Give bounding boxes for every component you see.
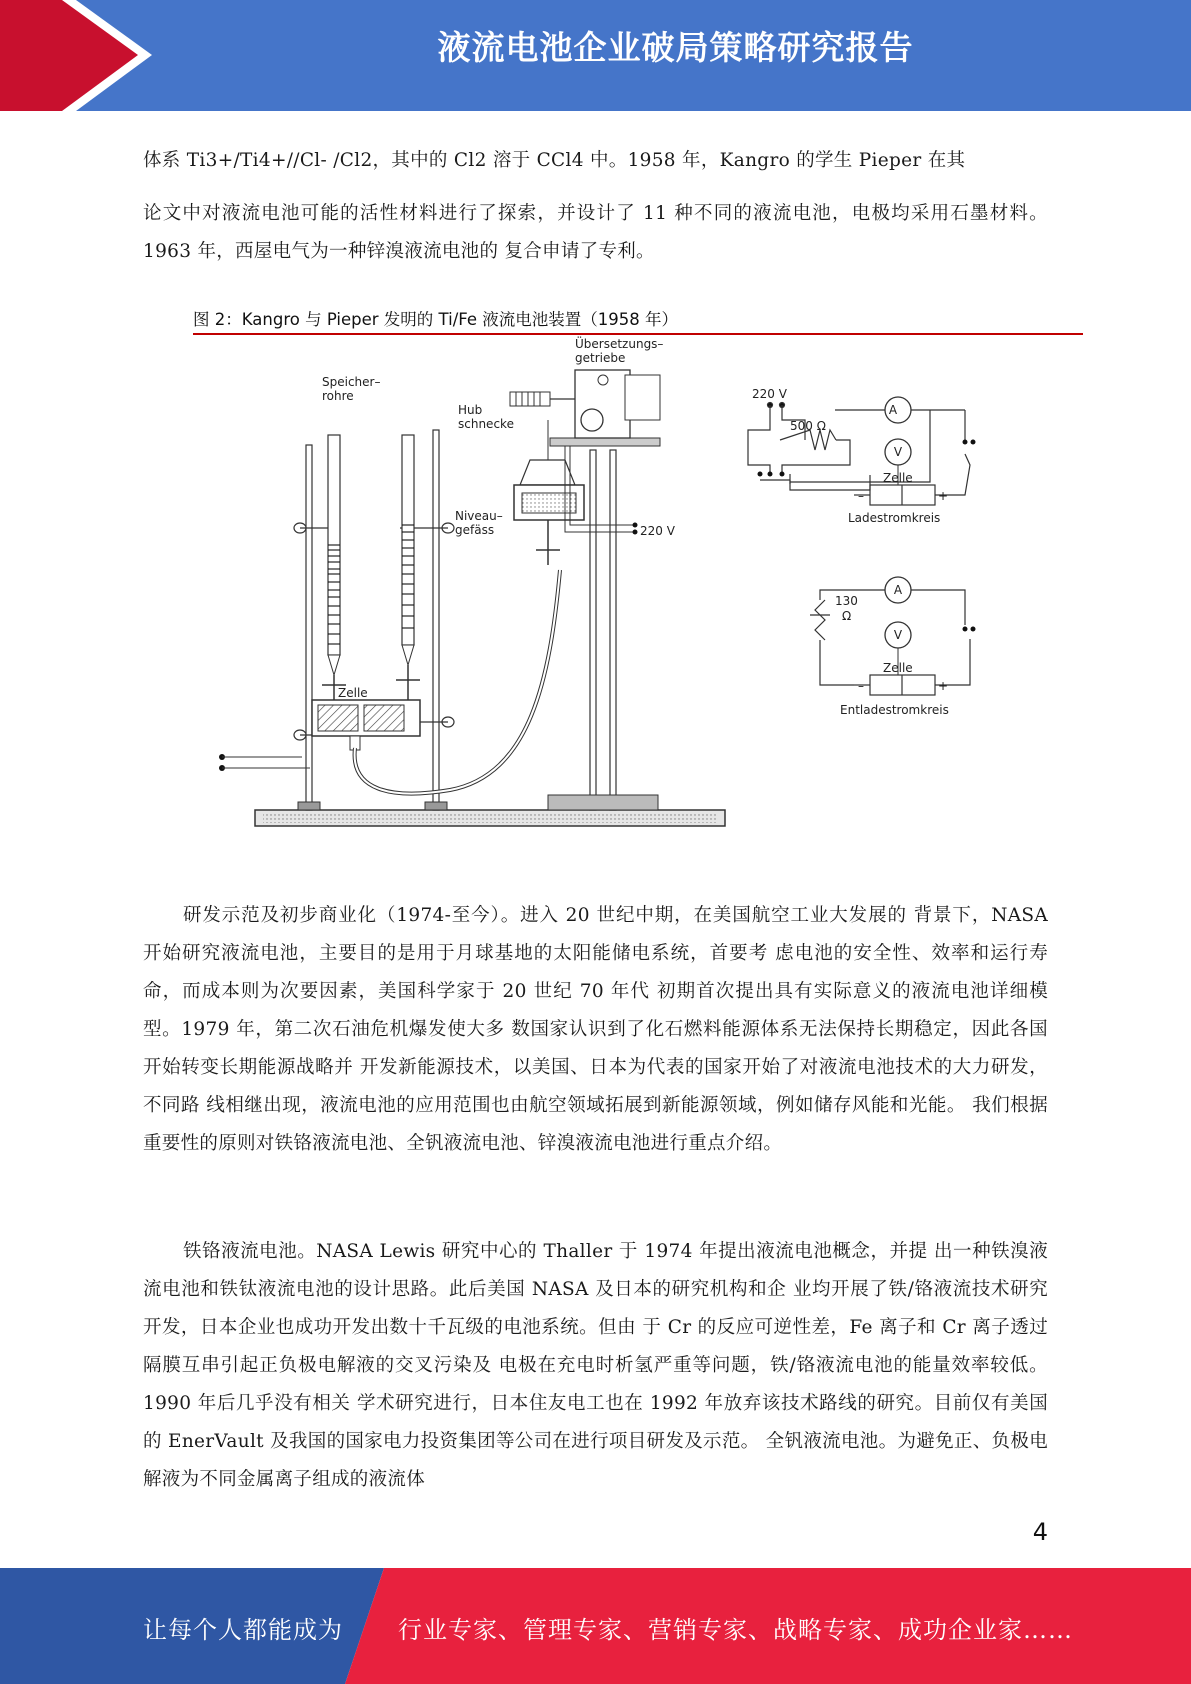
label-hub: Hub bbox=[458, 403, 483, 417]
label-220v-charge: 220 V bbox=[752, 387, 787, 401]
caption-divider bbox=[193, 333, 1083, 335]
header-title: 液流电池企业破局策略研究报告 bbox=[437, 28, 914, 67]
label-zelle-discharge: Zelle bbox=[883, 661, 913, 675]
left-stand-rod bbox=[306, 445, 312, 810]
label-schnecke: schnecke bbox=[458, 417, 514, 431]
label-zelle-charge: Zelle bbox=[883, 471, 913, 485]
label-130: 130 bbox=[835, 594, 858, 608]
label-voltmeter-discharge: V bbox=[893, 628, 903, 642]
label-plus-discharge: + bbox=[938, 679, 949, 693]
label-plus-charge: + bbox=[938, 489, 949, 503]
label-ammeter-discharge: A bbox=[893, 583, 903, 597]
label-getriebe: getriebe bbox=[575, 351, 626, 365]
label-220v-motor: 220 V bbox=[640, 524, 675, 538]
label-minus-charge: – bbox=[858, 489, 864, 503]
paragraph-4: 铁铬液流电池。NASA Lewis 研究中心的 Thaller 于 1974 年提出液流电池概念，并提 出一种铁溴液流电池和铁钛液流电池的设计思路。此后美国 NASA 及日本的研究机构和企 业均开展了铁/铬液流技术研究开发，日本企业也成功开发出数十千瓦级的电池系统。但由 于 Cr 的反应可逆性差，Fe 离子和 Cr 离子透过隔膜互串引起正负极电解液的交叉污染及 电极在充电时析氢严重等问题，铁/铬液流电池的能量效率较低。1990 年后几乎没有相关 学术研究进行，日本住友电工也在 1992 年放弃该技术路线的研究。目前仅有美国的 EnerVault 及我国的国家电力投资集团等公司在进行项目研发及示范。 全钒液流电池。为避免正、负极电解液为不同金属离子组成的液流体 bbox=[143, 1241, 1048, 1490]
label-niveau: Niveau– bbox=[455, 509, 503, 523]
label-rohre: rohre bbox=[322, 389, 354, 403]
label-ladestromkreis: Ladestromkreis bbox=[848, 511, 941, 525]
paragraph-3: 研发示范及初步商业化（1974-至今）。进入 20 世纪中期，在美国航空工业大发展的 背景下，NASA 开始研究液流电池，主要目的是用于月球基地的太阳能储电系统，首要考 虑电池的安全性、效率和运行寿命，而成本则为次要因素，美国科学家于 20 世纪 70 年代 初期首次提出具有实际意义的液流电池详细模型。1979 年，第二次石油危机爆发使大多 数国家认识到了化石燃料能源体系无法保持长期稳定，因此各国开始转变长期能源战略并 开发新能源技术，以美国、日本为代表的国家开始了对液流电池技术的大力研发，不同路 线相继出现，液流电池的应用范围也由航空领域拓展到新能源领域，例如储存风能和光能。 我们根据重要性的原则对铁铬液流电池、全钒液流电池、锌溴液流电池进行重点介绍。 bbox=[143, 905, 1048, 1154]
paragraph-1: 体系 Ti3+/Ti4+//Cl- /Cl2，其中的 Cl2 溶于 CCl4 中。1958 年，Kangro 的学生 Pieper 在其 bbox=[143, 150, 966, 171]
battery-apparatus-diagram bbox=[230, 337, 1070, 840]
label-voltmeter-charge: V bbox=[893, 445, 903, 459]
page-number: 4 bbox=[1032, 1518, 1048, 1546]
label-zelle-apparatus: Zelle bbox=[338, 686, 368, 700]
label-gefaess: gefäss bbox=[455, 523, 495, 537]
figure-caption: 图 2：Kangro 与 Pieper 发明的 Ti/Fe 液流电池装置（1958 年） bbox=[193, 310, 678, 329]
page-footer bbox=[0, 1568, 1191, 1684]
right-stand-rod bbox=[590, 450, 596, 810]
label-speicher: Speicher– bbox=[322, 375, 381, 389]
footer-slogan-left: 让每个人都能成为 bbox=[143, 1616, 343, 1644]
label-entladestromkreis: Entladestromkreis bbox=[840, 703, 949, 717]
label-500-ohm: 500 Ω bbox=[790, 419, 826, 433]
label-ammeter-charge: A bbox=[888, 403, 898, 417]
label-130-ohm-unit: Ω bbox=[842, 609, 852, 623]
header-chevron-icon bbox=[0, 0, 160, 111]
label-minus-discharge: – bbox=[858, 679, 864, 693]
footer-slogan-right: 行业专家、管理专家、营销专家、战略专家、成功企业家…… bbox=[398, 1616, 1073, 1644]
paragraph-2: 论文中对液流电池可能的活性材料进行了探索，并设计了 11 种不同的液流电池，电极均采用石墨材料。1963 年，西屋电气为一种锌溴液流电池的 复合申请了专利。 bbox=[143, 203, 1048, 262]
page-header bbox=[0, 0, 1191, 111]
label-uebersetzungs: Übersetzungs– bbox=[575, 337, 664, 351]
middle-stand-rod bbox=[433, 430, 439, 810]
